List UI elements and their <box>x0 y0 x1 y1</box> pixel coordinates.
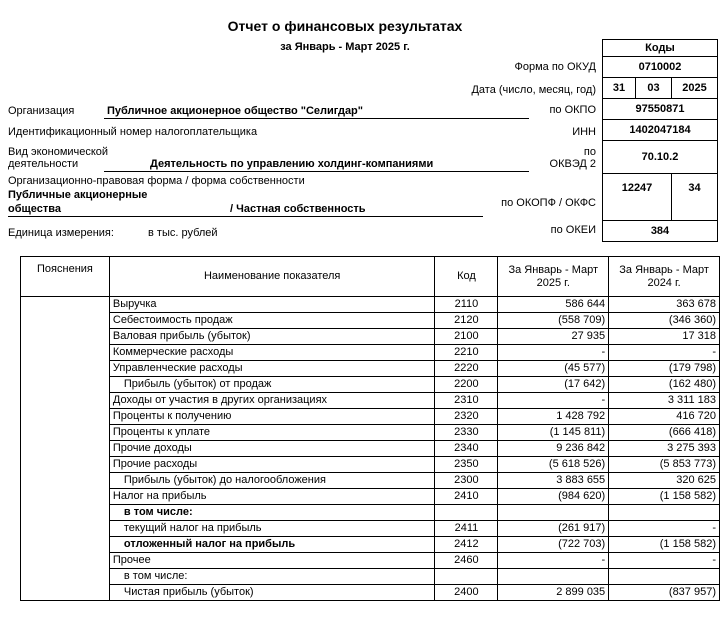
row-previous-value: 363 678 <box>609 297 720 313</box>
notes-cell <box>21 457 110 473</box>
table-row <box>21 505 720 521</box>
row-code <box>435 505 498 521</box>
legal-form-value-1: Публичные акционерные <box>8 189 148 201</box>
table-row <box>21 457 720 473</box>
row-current-value <box>498 569 609 585</box>
okved-label-top: по <box>583 146 596 158</box>
row-code: 2340 <box>435 441 498 457</box>
row-name: Прочие расходы <box>109 457 435 473</box>
row-code: 2200 <box>435 377 498 393</box>
okopf-code: 12247 <box>602 173 672 221</box>
row-current-value: (17 642) <box>498 377 609 393</box>
activity-value: Деятельность по управлению холдинг-компаниями <box>150 158 434 170</box>
notes-cell <box>21 473 110 489</box>
row-previous-value: 3 275 393 <box>609 441 720 457</box>
col-name-header: Наименование показателя <box>109 257 435 297</box>
report-title: Отчет о финансовых результатах <box>227 18 463 34</box>
row-name: Прочее <box>109 553 435 569</box>
row-current-value: (558 709) <box>498 313 609 329</box>
row-current-value: - <box>498 393 609 409</box>
row-name: Доходы от участия в других организациях <box>109 393 435 409</box>
okud-label: Форма по ОКУД <box>514 61 596 73</box>
row-code: 2100 <box>435 329 498 345</box>
notes-cell <box>21 521 110 537</box>
row-name: Валовая прибыль (убыток) <box>109 329 435 345</box>
notes-cell <box>21 505 110 521</box>
row-current-value <box>498 505 609 521</box>
row-code: 2310 <box>435 393 498 409</box>
date-day: 31 <box>602 77 636 99</box>
row-current-value: (984 620) <box>498 489 609 505</box>
ownership-value: / Частная собственность <box>230 203 366 215</box>
table-row <box>21 329 720 345</box>
row-current-value: 27 935 <box>498 329 609 345</box>
row-code: 2210 <box>435 345 498 361</box>
row-name: отложенный налог на прибыль <box>109 537 435 553</box>
okved-code: 70.10.2 <box>602 140 718 174</box>
row-name: Прибыль (убыток) до налогообложения <box>109 473 435 489</box>
table-row <box>21 425 720 441</box>
notes-cell <box>21 313 110 329</box>
okfs-code: 34 <box>671 173 718 221</box>
notes-cell <box>21 585 110 601</box>
report-period: за Январь - Март 2025 г. <box>280 41 410 53</box>
row-name: Выручка <box>109 297 435 313</box>
row-code <box>435 569 498 585</box>
okud-code: 0710002 <box>602 56 718 78</box>
row-current-value: (1 145 811) <box>498 425 609 441</box>
table-row <box>21 569 720 585</box>
okei-label: по ОКЕИ <box>550 224 596 236</box>
row-name: Прибыль (убыток) от продаж <box>109 377 435 393</box>
row-code: 2411 <box>435 521 498 537</box>
table-row <box>21 393 720 409</box>
row-previous-value: (1 158 582) <box>609 489 720 505</box>
table-row <box>21 345 720 361</box>
org-name: Публичное акционерное общество "Селигдар" <box>107 105 363 117</box>
row-previous-value: - <box>609 521 720 537</box>
table-row <box>21 313 720 329</box>
okved-label: ОКВЭД 2 <box>549 158 596 170</box>
notes-cell <box>21 425 110 441</box>
table-row <box>21 473 720 489</box>
legal-form-label: Организационно-правовая форма / форма собственности <box>8 175 305 187</box>
unit-label: Единица измерения: <box>8 227 114 239</box>
row-current-value: (5 618 526) <box>498 457 609 473</box>
row-name: Проценты к уплате <box>109 425 435 441</box>
table-row <box>21 361 720 377</box>
okopf-label: по ОКОПФ / ОКФС <box>501 197 596 209</box>
okpo-code: 97550871 <box>602 98 718 120</box>
row-code: 2320 <box>435 409 498 425</box>
table-row <box>21 489 720 505</box>
row-current-value: 586 644 <box>498 297 609 313</box>
row-previous-value: (162 480) <box>609 377 720 393</box>
row-name: текущий налог на прибыль <box>109 521 435 537</box>
inn-code: 1402047184 <box>602 119 718 141</box>
row-name: Проценты к получению <box>109 409 435 425</box>
codes-heading: Коды <box>602 39 718 57</box>
activity-label-1: Вид экономической <box>8 146 109 158</box>
row-current-value: (261 917) <box>498 521 609 537</box>
notes-cell <box>21 569 110 585</box>
notes-cell <box>21 345 110 361</box>
row-name: Себестоимость продаж <box>109 313 435 329</box>
financial-results-table <box>20 256 720 601</box>
row-current-value: (45 577) <box>498 361 609 377</box>
row-current-value: - <box>498 553 609 569</box>
unit-value: в тыс. рублей <box>148 227 218 239</box>
row-name: Управленческие расходы <box>109 361 435 377</box>
row-previous-value: 416 720 <box>609 409 720 425</box>
row-code: 2330 <box>435 425 498 441</box>
row-name: Коммерческие расходы <box>109 345 435 361</box>
table-row <box>21 585 720 601</box>
col-notes-header: Пояснения <box>21 257 110 297</box>
row-name: Налог на прибыль <box>109 489 435 505</box>
notes-cell <box>21 409 110 425</box>
notes-cell <box>21 489 110 505</box>
okei-code: 384 <box>602 220 718 242</box>
date-month: 03 <box>635 77 672 99</box>
row-previous-value: (1 158 582) <box>609 537 720 553</box>
inn-code-label: ИНН <box>572 126 596 138</box>
table-row <box>21 297 720 313</box>
row-previous-value: (5 853 773) <box>609 457 720 473</box>
row-name: Чистая прибыль (убыток) <box>109 585 435 601</box>
row-previous-value: 3 311 183 <box>609 393 720 409</box>
row-previous-value: (666 418) <box>609 425 720 441</box>
legal-form-value-2: общества <box>8 203 62 215</box>
row-previous-value: - <box>609 553 720 569</box>
org-label: Организация <box>8 105 75 117</box>
table-row <box>21 377 720 393</box>
row-code: 2412 <box>435 537 498 553</box>
row-current-value: 3 883 655 <box>498 473 609 489</box>
row-name: в том числе: <box>109 505 435 521</box>
activity-label-2: деятельности <box>8 158 79 170</box>
row-current-value: 2 899 035 <box>498 585 609 601</box>
notes-cell <box>21 377 110 393</box>
table-row <box>21 441 720 457</box>
notes-cell <box>21 537 110 553</box>
row-code: 2110 <box>435 297 498 313</box>
inn-label: Идентификационный номер налогоплательщика <box>8 126 258 138</box>
row-code: 2120 <box>435 313 498 329</box>
table-row <box>21 553 720 569</box>
row-code: 2350 <box>435 457 498 473</box>
row-code: 2410 <box>435 489 498 505</box>
okpo-label: по ОКПО <box>549 104 596 116</box>
col-previous-header: За Январь - Март 2024 г. <box>609 257 720 297</box>
row-previous-value: 17 318 <box>609 329 720 345</box>
date-label: Дата (число, месяц, год) <box>471 84 596 96</box>
row-code: 2460 <box>435 553 498 569</box>
row-code: 2300 <box>435 473 498 489</box>
date-year: 2025 <box>671 77 718 99</box>
row-previous-value: - <box>609 345 720 361</box>
row-previous-value: (346 360) <box>609 313 720 329</box>
row-previous-value <box>609 505 720 521</box>
row-current-value: - <box>498 345 609 361</box>
notes-cell <box>21 297 110 313</box>
row-previous-value: (179 798) <box>609 361 720 377</box>
notes-cell <box>21 441 110 457</box>
row-previous-value: 320 625 <box>609 473 720 489</box>
notes-cell <box>21 553 110 569</box>
notes-cell <box>21 361 110 377</box>
notes-cell <box>21 393 110 409</box>
row-name: в том числе: <box>109 569 435 585</box>
row-code: 2220 <box>435 361 498 377</box>
row-current-value: 1 428 792 <box>498 409 609 425</box>
row-current-value: 9 236 842 <box>498 441 609 457</box>
row-code: 2400 <box>435 585 498 601</box>
table-row <box>21 521 720 537</box>
col-current-header: За Январь - Март 2025 г. <box>498 257 609 297</box>
row-current-value: (722 703) <box>498 537 609 553</box>
table-row <box>21 409 720 425</box>
row-name: Прочие доходы <box>109 441 435 457</box>
row-previous-value: (837 957) <box>609 585 720 601</box>
table-row <box>21 537 720 553</box>
col-code-header: Код <box>435 257 498 297</box>
notes-cell <box>21 329 110 345</box>
row-previous-value <box>609 569 720 585</box>
